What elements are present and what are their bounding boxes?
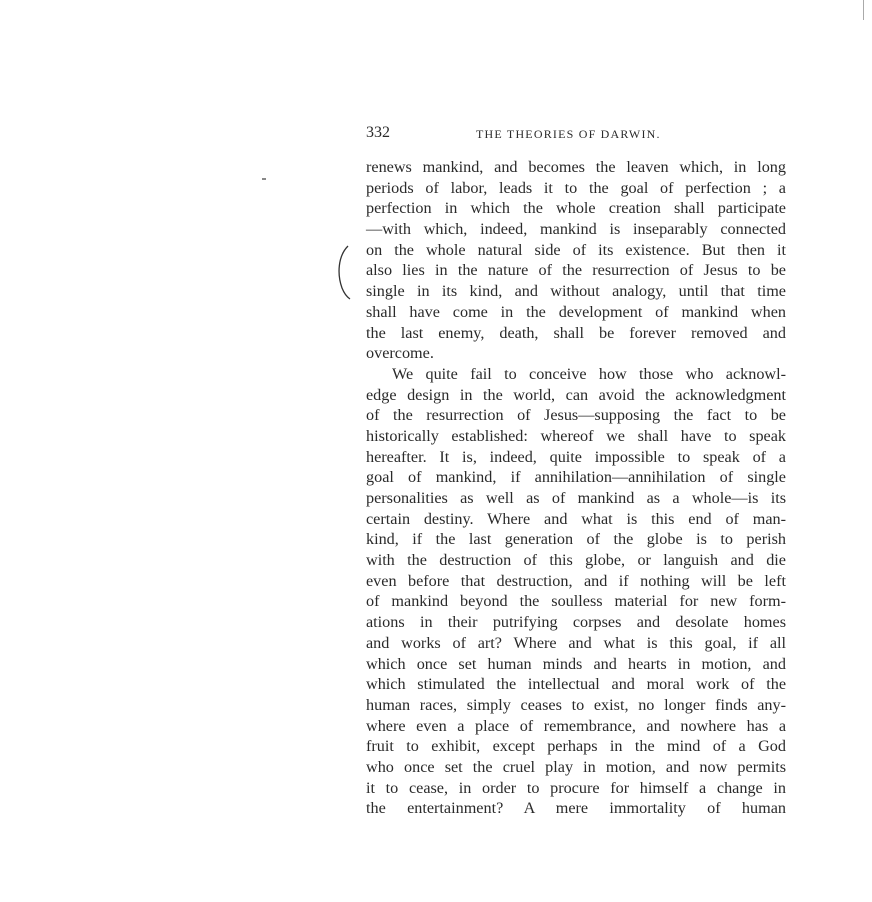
text-line: personalities as well as of mankind as a whole—is its xyxy=(366,489,786,507)
text-line: edge design in the world, can avoid the acknowledgment xyxy=(366,385,786,404)
text-line: fruit to exhibit, except perhaps in the mind of a God xyxy=(366,737,786,756)
running-head: THE THEORIES OF DARWIN. xyxy=(476,127,661,141)
text-line: We quite fail to conceive how those who acknowl- xyxy=(392,364,786,383)
body-text xyxy=(366,157,786,819)
text-line: certain destiny. Where and what is this end of man- xyxy=(366,509,786,528)
text-line: the entertainment? A mere immortality of human xyxy=(366,799,786,818)
text-line: shall have come in the development of mankind when xyxy=(366,302,786,321)
text-line: historically established: whereof we shall have to speak xyxy=(366,426,786,445)
text-line: which stimulated the intellectual and moral work of the xyxy=(366,675,786,694)
text-line: it to cease, in order to procure for himself a change in xyxy=(366,778,786,797)
text-line: ations in their putrifying corpses and desolate homes xyxy=(366,613,786,632)
text-line: single in its kind, and without analogy, until that time xyxy=(366,282,786,301)
text-line: hereafter. It is, indeed, quite impossible to speak of a xyxy=(366,447,786,466)
text-line: overcome. xyxy=(366,344,434,363)
text-line: who once set the cruel play in motion, and now permits xyxy=(366,757,786,776)
text-line: also lies in the nature of the resurrection of Jesus to be xyxy=(366,261,786,280)
text-line: which once set human minds and hearts in motion, and xyxy=(366,654,786,673)
text-line: goal of mankind, if annihilation—annihilation of single xyxy=(366,468,786,487)
text-line: kind, if the last generation of the globe is to perish xyxy=(366,530,786,549)
text-line: with the destruction of this globe, or languish and die xyxy=(366,551,786,570)
margin-bracket-mark xyxy=(334,244,354,300)
text-line: of the resurrection of Jesus—supposing the fact to be xyxy=(366,406,786,425)
text-line: —with which, indeed, mankind is inseparably connected xyxy=(366,220,786,239)
text-line: human races, simply ceases to exist, no longer finds any- xyxy=(366,695,786,714)
text-line: periods of labor, leads it to the goal of perfection ; a xyxy=(366,178,786,197)
scan-speck xyxy=(262,178,266,180)
text-line: even before that destruction, and if nothing will be left xyxy=(366,571,786,590)
text-line: renews mankind, and becomes the leaven which, in long xyxy=(366,158,786,176)
text-line: where even a place of remembrance, and nowhere has a xyxy=(366,716,786,735)
text-line: and works of art? Where and what is this goal, if all xyxy=(366,633,786,652)
text-line: of mankind beyond the soulless material for new form- xyxy=(366,592,786,611)
text-line: the last enemy, death, shall be forever removed and xyxy=(366,323,786,342)
page-number: 332 xyxy=(366,124,390,141)
page-header xyxy=(366,123,786,143)
text-line: perfection in which the whole creation shall participate xyxy=(366,199,786,218)
scan-edge-mark xyxy=(863,0,864,20)
text-line: on the whole natural side of its existence. But then it xyxy=(366,240,786,259)
